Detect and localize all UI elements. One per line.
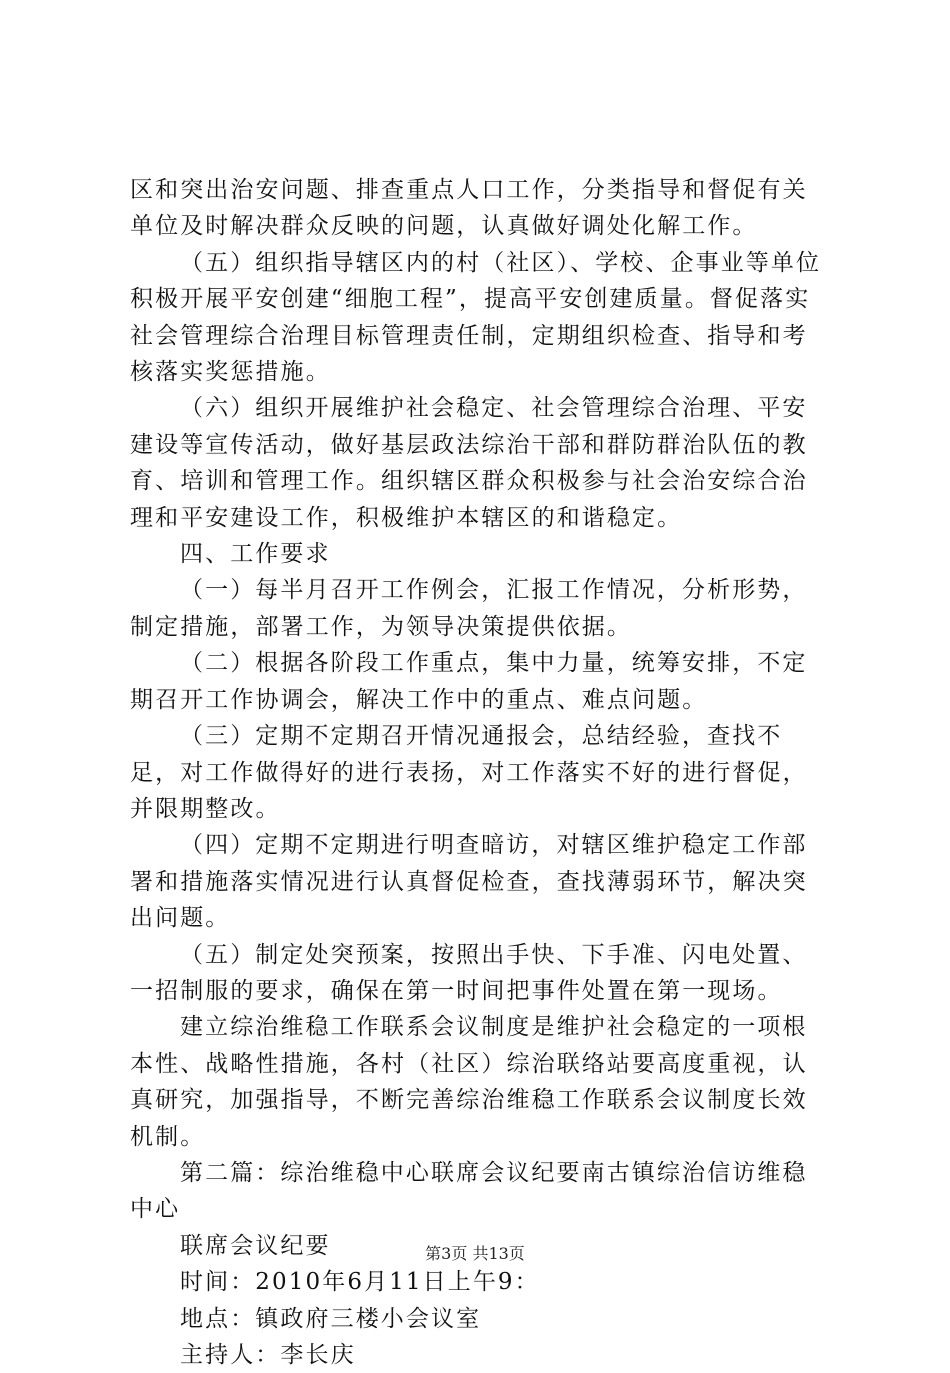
- paragraph: （三）定期不定期召开情况通报会，总结经验，查找不足，对工作做得好的进行表扬，对工作落实不好的进行督促，并限期整改。: [130, 723, 808, 822]
- chapter-heading: 第二篇：综治维稳中心联席会议纪要南古镇综治信访维稳中心: [130, 1159, 808, 1223]
- minutes-location: 地点：镇政府三楼小会议室: [180, 1305, 482, 1332]
- paragraph: （六）组织开展维护社会稳定、社会管理综合治理、平安建设等宣传活动，做好基层政法综治干部和群防群治队伍的教育、培训和管理工作。组织辖区群众积极参与社会治安综合治理和平安建设工作，积极维护本辖区的和谐稳定。: [130, 395, 808, 531]
- section-heading: 四、工作要求: [180, 541, 331, 568]
- paragraph: 建立综治维稳工作联系会议制度是维护社会稳定的一项根本性、战略性措施，各村（社区）综治联络站要高度重视，认真研究，加强指导，不断完善综治维稳工作联系会议制度长效机制。: [130, 1014, 808, 1150]
- paragraph: （五）组织指导辖区内的村（社区）、学校、企事业等单位积极开展平安创建“细胞工程”，提高平安创建质量。督促落实社会管理综合治理目标管理责任制，定期组织检查、指导和考核落实奖惩措施。: [130, 249, 822, 386]
- minutes-time: 时间：2010年6月11日上午9：: [180, 1269, 540, 1296]
- paragraph: （一）每半月召开工作例会，汇报工作情况，分析形势，制定措施，部署工作，为领导决策提供依据。: [130, 577, 808, 640]
- paragraph: （五）制定处突预案，按照出手快、下手准、闪电处置、一招制服的要求，确保在第一时间把事件处置在第一现场。: [130, 941, 808, 1004]
- paragraph: （四）定期不定期进行明查暗访，对辖区维护稳定工作部署和措施落实情况进行认真督促检查，查找薄弱环节，解决突出问题。: [130, 832, 808, 932]
- page-number-footer: 第3页 共13页: [425, 1244, 525, 1263]
- document-body: [130, 172, 832, 1373]
- minutes-host: 主持人：李长庆: [180, 1342, 356, 1368]
- paragraph: 区和突出治安问题、排查重点人口工作，分类指导和督促有关单位及时解决群众反映的问题，认真做好调处化解工作。: [130, 177, 808, 240]
- paragraph: （二）根据各阶段工作重点，集中力量，统筹安排，不定期召开工作协调会，解决工作中的重点、难点问题。: [130, 650, 808, 713]
- minutes-title: 联席会议纪要: [180, 1232, 331, 1259]
